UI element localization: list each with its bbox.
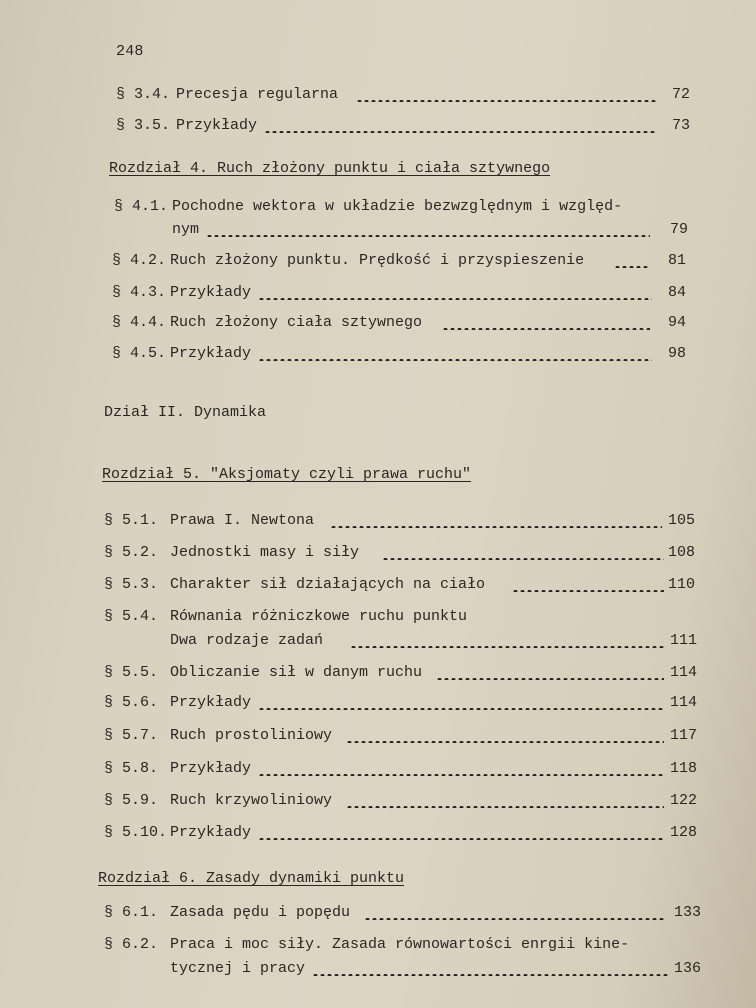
- section-number: § 3.5.: [116, 117, 171, 134]
- chapter-heading: Rozdział 6. Zasady dynamiki punktu: [98, 870, 405, 887]
- dot-leader: [258, 774, 664, 776]
- entry-page: 94: [668, 314, 687, 331]
- entry-page: 73: [672, 117, 691, 134]
- entry-page: 114: [670, 664, 698, 681]
- toc-entry: [112, 314, 694, 336]
- section-number: § 3.4.: [116, 86, 171, 103]
- entry-page: 111: [670, 632, 698, 649]
- section-number: § 6.2.: [104, 936, 159, 953]
- section-number: § 6.1.: [104, 904, 159, 921]
- toc-entry: [112, 252, 694, 274]
- dot-leader: [350, 646, 664, 648]
- toc-entry: [112, 345, 694, 367]
- toc-entry: [104, 544, 698, 566]
- section-number: § 4.2.: [112, 252, 167, 269]
- toc-entry: [104, 664, 698, 686]
- toc-entry-continuation: [104, 632, 698, 654]
- entry-page: 117: [670, 727, 698, 744]
- page-number: 248: [116, 43, 144, 60]
- toc-entry: [104, 727, 698, 749]
- entry-title: Równania różniczkowe ruchu punktu: [170, 608, 468, 625]
- entry-title: Przykłady: [170, 694, 252, 711]
- entry-page: 136: [674, 960, 702, 977]
- entry-page: 98: [668, 345, 687, 362]
- entry-title: Charakter sił działających na ciało: [170, 576, 486, 593]
- entry-title: Przykłady: [170, 345, 252, 362]
- entry-title: Ruch złożony ciała sztywnego: [170, 314, 423, 331]
- entry-title: Praca i moc siły. Zasada równowartości enrgii kine-: [170, 936, 630, 953]
- entry-title: Ruch złożony punktu. Prędkość i przyspieszenie: [170, 252, 585, 269]
- section-number: § 5.3.: [104, 576, 159, 593]
- dot-leader: [356, 100, 656, 102]
- entry-title: Przykłady: [176, 117, 258, 134]
- section-number: § 5.6.: [104, 694, 159, 711]
- section-number: § 5.7.: [104, 727, 159, 744]
- entry-page: 122: [670, 792, 698, 809]
- dot-leader: [258, 838, 664, 840]
- toc-entry: [104, 792, 698, 814]
- toc-entry: [116, 86, 692, 108]
- section-number: § 4.5.: [112, 345, 167, 362]
- part-heading: Dział II. Dynamika: [104, 404, 267, 421]
- entry-title: Przykłady: [170, 284, 252, 301]
- entry-page: 110: [668, 576, 696, 593]
- entry-title: Obliczanie sił w danym ruchu: [170, 664, 423, 681]
- toc-entry: [104, 936, 702, 958]
- entry-title: Jednostki masy i siły: [170, 544, 360, 561]
- toc-entry-continuation: [104, 960, 702, 982]
- entry-page: 133: [674, 904, 702, 921]
- dot-leader: [346, 806, 664, 808]
- entry-title-continuation: nym: [172, 221, 200, 238]
- section-number: § 4.4.: [112, 314, 167, 331]
- entry-title: Precesja regularna: [176, 86, 339, 103]
- toc-entry: [114, 198, 694, 220]
- dot-leader: [206, 235, 650, 237]
- entry-title-continuation: Dwa rodzaje zadań: [170, 632, 324, 649]
- section-number: § 5.4.: [104, 608, 159, 625]
- dot-leader: [258, 298, 652, 300]
- entry-page: 128: [670, 824, 698, 841]
- entry-title: Pochodne wektora w układzie bezwzględnym i względ-: [172, 198, 623, 215]
- section-number: § 5.2.: [104, 544, 159, 561]
- entry-title: Przykłady: [170, 824, 252, 841]
- dot-leader: [436, 678, 664, 680]
- section-number: § 5.10.: [104, 824, 168, 841]
- entry-page: 118: [670, 760, 698, 777]
- dot-leader: [346, 741, 664, 743]
- entry-title: Ruch krzywoliniowy: [170, 792, 333, 809]
- entry-page: 79: [670, 221, 689, 238]
- dot-leader: [442, 328, 650, 330]
- section-number: § 5.8.: [104, 760, 159, 777]
- toc-entry-continuation: [114, 221, 694, 243]
- dot-leader: [258, 708, 664, 710]
- chapter-heading: Rozdział 5. "Aksjomaty czyli prawa ruchu": [102, 466, 472, 483]
- entry-page: 114: [670, 694, 698, 711]
- dot-leader: [264, 131, 656, 133]
- entry-page: 108: [668, 544, 696, 561]
- section-number: § 5.1.: [104, 512, 159, 529]
- entry-title-continuation: tycznej i pracy: [170, 960, 306, 977]
- toc-entry: [104, 512, 698, 534]
- entry-title: Prawa I. Newtona: [170, 512, 315, 529]
- section-number: § 5.9.: [104, 792, 159, 809]
- dot-leader: [258, 359, 652, 361]
- dot-leader: [512, 590, 664, 592]
- dot-leader: [382, 558, 664, 560]
- section-number: § 4.1.: [114, 198, 169, 215]
- toc-entry: [104, 576, 698, 598]
- entry-title: Przykłady: [170, 760, 252, 777]
- dot-leader: [330, 526, 662, 528]
- entry-page: 84: [668, 284, 687, 301]
- entry-page: 72: [672, 86, 691, 103]
- toc-entry: [104, 824, 698, 846]
- toc-entry: [104, 760, 698, 782]
- toc-entry: [104, 694, 698, 716]
- entry-page: 105: [668, 512, 696, 529]
- entry-title: Ruch prostoliniowy: [170, 727, 333, 744]
- section-number: § 4.3.: [112, 284, 167, 301]
- dot-leader: [312, 974, 668, 976]
- chapter-heading: Rozdział 4. Ruch złożony punktu i ciała sztywnego: [109, 160, 551, 177]
- toc-entry: [116, 117, 692, 139]
- dot-leader: [364, 918, 666, 920]
- toc-entry: [104, 608, 698, 630]
- toc-entry: [112, 284, 694, 306]
- toc-entry: [104, 904, 702, 926]
- section-number: § 5.5.: [104, 664, 159, 681]
- entry-title: Zasada pędu i popędu: [170, 904, 351, 921]
- dot-leader: [614, 266, 650, 268]
- entry-page: 81: [668, 252, 687, 269]
